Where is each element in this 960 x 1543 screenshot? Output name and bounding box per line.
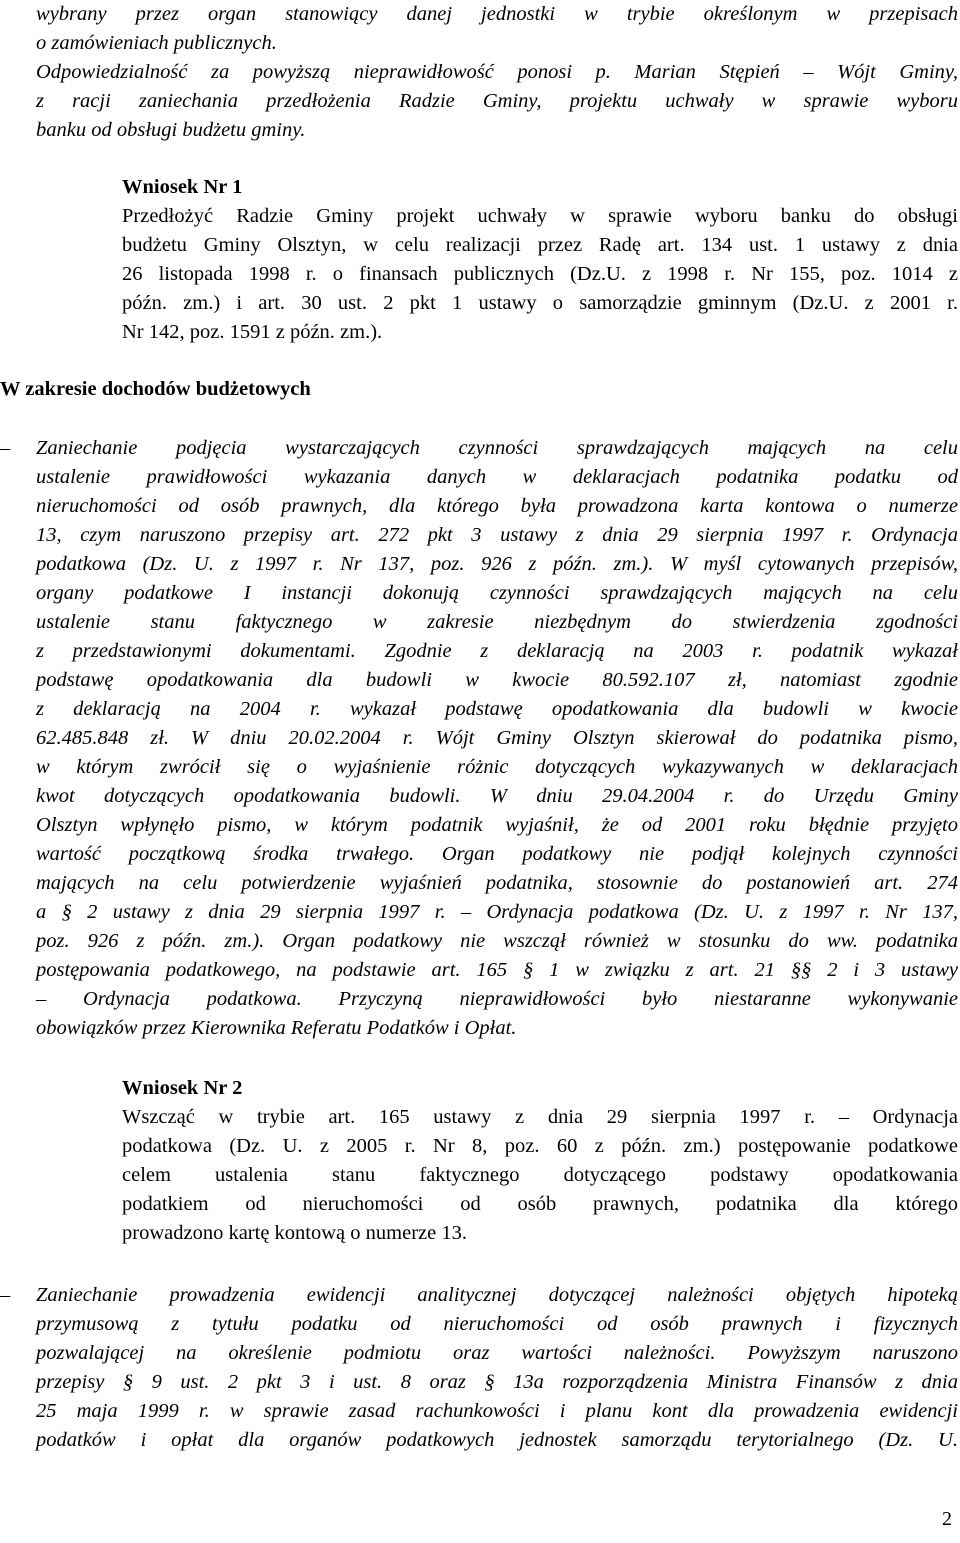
dash-bullet: – xyxy=(0,1284,11,1306)
text-line: z przedstawionymi dokumentami. Zgodnie z deklaracją na 2003 r. podatnik wykazał xyxy=(36,640,958,662)
dash-bullet: – xyxy=(0,437,11,459)
text-line: ustalenie stanu faktycznego w zakresie niezbędnym do stwierdzenia zgodności xyxy=(36,611,958,633)
text-line: podstawę opodatkowania dla budowli w kwocie 80.592.107 zł, natomiast zgodnie xyxy=(36,669,958,691)
text-line: prowadzono kartę kontową o numerze 13. xyxy=(122,1222,467,1244)
text-line: 13, czym naruszono przepisy art. 272 pkt 3 ustawy z dnia 29 sierpnia 1997 r. Ordynacja xyxy=(36,524,958,546)
text-line: Zaniechanie podjęcia wystarczających czynności sprawdzających mających na celu xyxy=(36,437,958,459)
text-line: Olsztyn wpłynęło pismo, w którym podatnik wyjaśnił, że od 2001 roku błędnie przyjęto xyxy=(36,814,958,836)
text-line: obowiązków przez Kierownika Referatu Podatków i Opłat. xyxy=(36,1017,517,1039)
text-line: celem ustalenia stanu faktycznego dotyczącego podstawy opodatkowania xyxy=(122,1164,958,1186)
recommendation-1-title: Wniosek Nr 1 xyxy=(122,176,243,198)
text-line: o zamówieniach publicznych. xyxy=(36,32,277,54)
text-line: wybrany przez organ stanowiący danej jednostki w trybie określonym w przepisach xyxy=(36,3,958,25)
recommendation-1 xyxy=(122,173,958,347)
text-line: banku od obsługi budżetu gminy. xyxy=(36,119,306,141)
text-line: postępowania podatkowego, na podstawie art. 165 § 1 w związku z art. 21 §§ 2 i 3 ustawy xyxy=(36,959,958,981)
text-line: podatkowa (Dz. U. z 1997 r. Nr 137, poz. 926 z późn. zm.). W myśl cytowanych przepisów, xyxy=(36,553,958,575)
text-line: – Ordynacja podatkowa. Przyczyną nieprawidłowości było niestaranne wykonywanie xyxy=(36,988,958,1010)
text-line: 26 listopada 1998 r. o finansach publicznych (Dz.U. z 1998 r. Nr 155, poz. 1014 z xyxy=(122,263,958,285)
text-line: mających na celu potwierdzenie wyjaśnień podatnika, stosownie do postanowień art. 274 xyxy=(36,872,958,894)
text-line: 62.485.848 zł. W dniu 20.02.2004 r. Wójt Gminy Olsztyn skierował do podatnika pismo, xyxy=(36,727,958,749)
text-line: pozwalającej na określenie podmiotu oraz wartości należności. Powyższym naruszono xyxy=(36,1342,958,1364)
intro-paragraph xyxy=(36,0,958,145)
text-line: Przedłożyć Radzie Gminy projekt uchwały w sprawie wyboru banku do obsługi xyxy=(122,205,958,227)
text-line: późn. zm.) i art. 30 ust. 2 pkt 1 ustawy o samorządzie gminnym (Dz.U. z 2001 r. xyxy=(122,292,958,314)
section-heading: W zakresie dochodów budżetowych xyxy=(0,378,311,400)
text-line: z racji zaniechania przedłożenia Radzie Gminy, projektu uchwały w sprawie wyboru xyxy=(36,90,958,112)
text-line: wartość początkową środka trwałego. Organ podatkowy nie podjął kolejnych czynności xyxy=(36,843,958,865)
text-line: nieruchomości od osób prawnych, dla którego była prowadzona karta kontowa o numerze xyxy=(36,495,958,517)
finding-2 xyxy=(36,1281,958,1455)
text-line: podatkiem od nieruchomości od osób prawnych, podatnika dla którego xyxy=(122,1193,958,1215)
recommendation-2-title: Wniosek Nr 2 xyxy=(122,1077,243,1099)
text-line: Zaniechanie prowadzenia ewidencji analitycznej dotyczącej należności objętych hipoteką xyxy=(36,1284,958,1306)
text-line: z deklaracją na 2004 r. wykazał podstawę opodatkowania dla budowli w kwocie xyxy=(36,698,958,720)
text-line: podatkowa (Dz. U. z 2005 r. Nr 8, poz. 60 z późn. zm.) postępowanie podatkowe xyxy=(122,1135,958,1157)
text-line: Odpowiedzialność za powyższą nieprawidłowość ponosi p. Marian Stępień – Wójt Gminy, xyxy=(36,61,958,83)
recommendation-2 xyxy=(122,1074,958,1248)
text-line: budżetu Gminy Olsztyn, w celu realizacji przez Radę art. 134 ust. 1 ustawy z dnia xyxy=(122,234,958,256)
text-line: przymusową z tytułu podatku od nieruchomości od osób prawnych i fizycznych xyxy=(36,1313,958,1335)
text-line: przepisy § 9 ust. 2 pkt 3 i ust. 8 oraz § 13a rozporządzenia Ministra Finansów z dnia xyxy=(36,1371,958,1393)
text-line: a § 2 ustawy z dnia 29 sierpnia 1997 r. – Ordynacja podatkowa (Dz. U. z 1997 r. Nr 137, xyxy=(36,901,958,923)
text-line: poz. 926 z późn. zm.). Organ podatkowy nie wszczął również w stosunku do ww. podatnika xyxy=(36,930,958,952)
text-line: Wszcząć w trybie art. 165 ustawy z dnia 29 sierpnia 1997 r. – Ordynacja xyxy=(122,1106,958,1128)
text-line: 25 maja 1999 r. w sprawie zasad rachunkowości i planu kont dla prowadzenia ewidencji xyxy=(36,1400,958,1422)
text-line: organy podatkowe I instancji dokonują czynności sprawdzających mających na celu xyxy=(36,582,958,604)
text-line: kwot dotyczących opodatkowania budowli. W dniu 29.04.2004 r. do Urzędu Gminy xyxy=(36,785,958,807)
text-line: ustalenie prawidłowości wykazania danych w deklaracjach podatnika podatku od xyxy=(36,466,958,488)
finding-1 xyxy=(36,434,958,1043)
text-line: w którym zwrócił się o wyjaśnienie różnic dotyczących wykazywanych w deklaracjach xyxy=(36,756,958,778)
text-line: Nr 142, poz. 1591 z późn. zm.). xyxy=(122,321,383,343)
page-number: 2 xyxy=(942,1508,952,1530)
text-line: podatków i opłat dla organów podatkowych jednostek samorządu terytorialnego (Dz. U. xyxy=(36,1429,958,1451)
